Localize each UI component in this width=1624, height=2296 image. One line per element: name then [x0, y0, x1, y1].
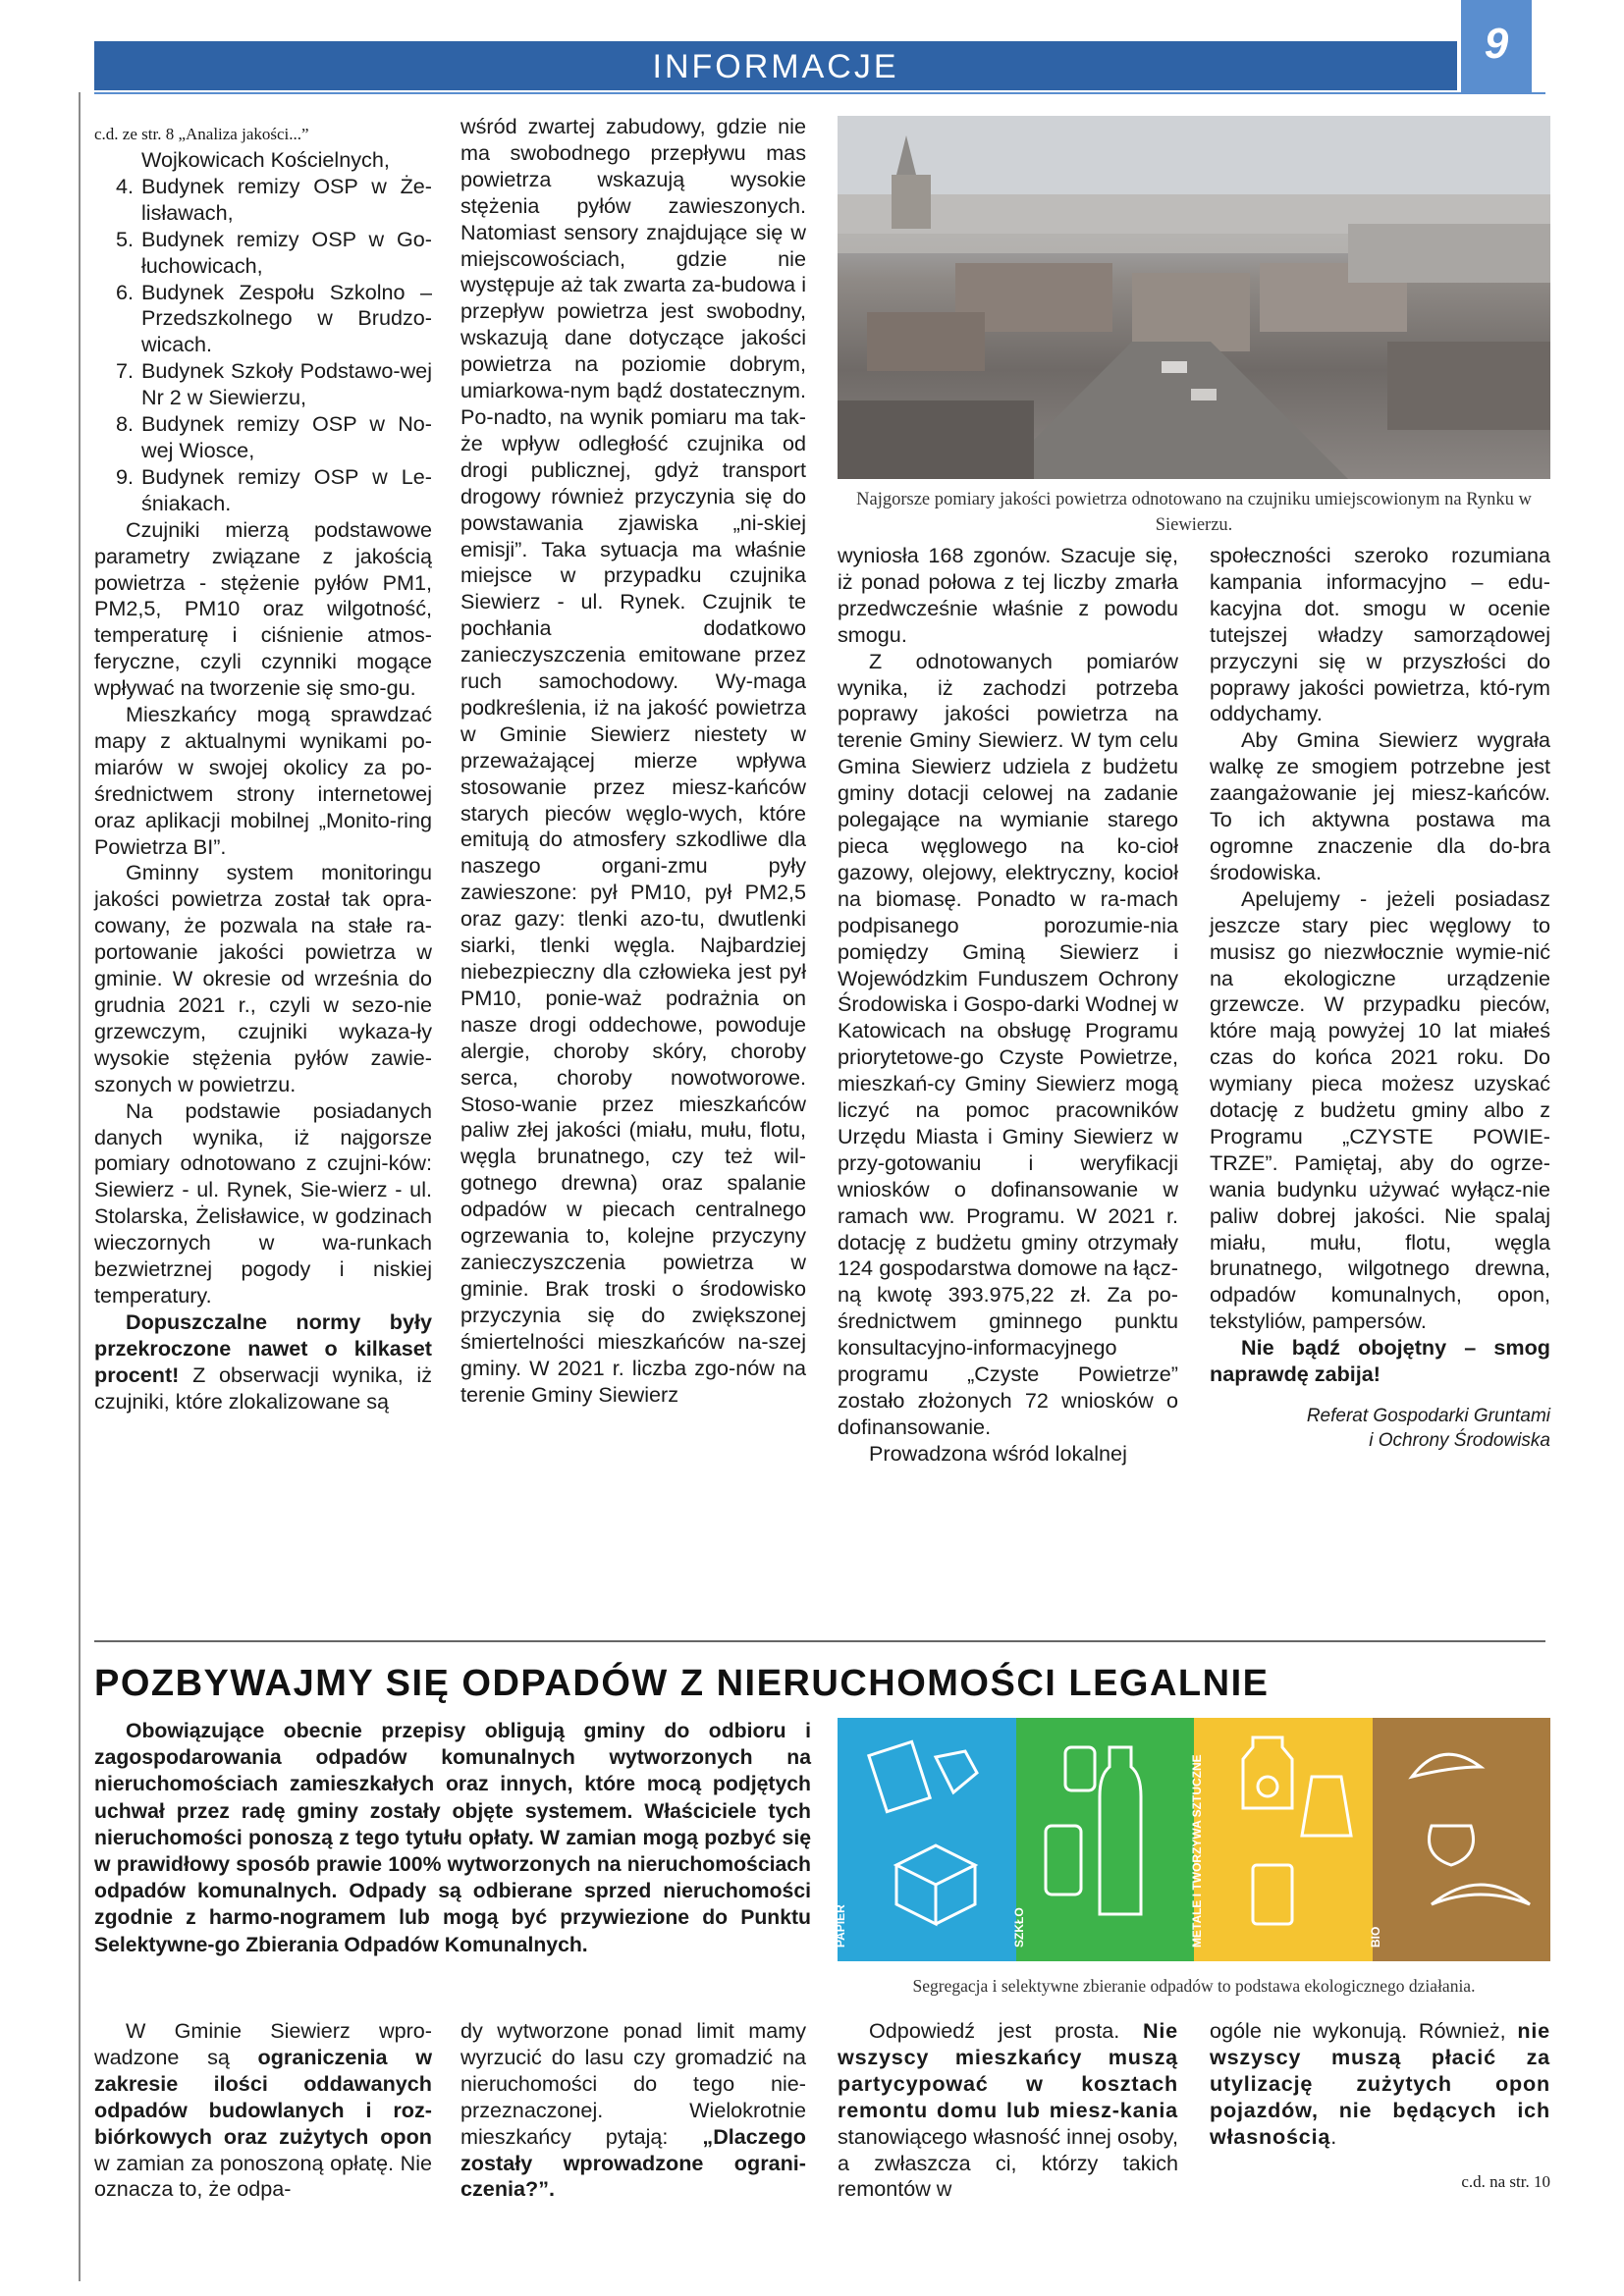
paragraph: wśród zwartej zabudowy, gdzie nie ma swobodnego przepływu mas powietrza wskazują wysokie stężenia pyłów zawieszonych. Natomiast sensory znajdujące się w miejscowościach, gdzie nie występuje aż tak zwarta za-budowa i przepływ powietrza jest swobodny, wskazują dane dotyczące jakości powietrza na poziomie dobrym, umiarkowa-nym bądź dostatecznym. Po-nadto, na wynik pomiaru ma tak-że wpływ odległość czujnika od drogi publicznej, gdyż transport drogowy również przyczynia się do powstawania zjawiska „ni-skiej emisji”. Taka sytuacja ma właśnie miejsce w przypadku czujnika Siewierz - ul. Rynek. Czujnik te pochłania dodatkowo zanieczyszczenia emitowane przez ruch samochodowy. Wy-maga podkreślenia, iż na jakość powietrza w Gminie Siewierz niestety w przeważającej mierze wpływa stosowanie przez miesz-kańców starych pieców węglo-wych, które emitują do atmosfery szkodliwe dla naszego organi-zmu pyły zawieszone: pył PM10, pył PM2,5 oraz gazy: tlenki azo-tu, dwutlenki siarki, tlenki węgla. Najbardziej niebezpieczny dla człowieka jest pył PM10, ponie-waż podrażnia on nasze drogi oddechowe, powoduje alergie, choroby skóry, choroby serca, choroby nowotworowe. Stoso-wanie przez mieszkańców paliw złej jakości (miału, mułu, flotu, węgla brunatnego, czy też wil-gotnego drewna) oraz spalanie odpadów w piecach centralnego ogrzewania to, kolejne przyczyny zanieczyszczenia powietrza w gminie. Brak troski o środowisko przyczynia się do zwiększonej śmiertelności mieszkańców na-szej gminy. W 2021 r. liczba zgo-nów na terenie Gminy Siewierz — [460, 114, 806, 1407]
article-column-1 — [94, 122, 432, 1415]
list-item: 7. Budynek Szkoły Podstawo-wej Nr 2 w Siewierzu, — [139, 358, 432, 411]
continuation-note: c.d. ze str. 8 „Analiza jakości...” — [94, 125, 309, 143]
list-item: 9. Budynek remizy OSP w Le-śniakach. — [139, 464, 432, 517]
article-2-column-4 — [1210, 2018, 1550, 2151]
list-item: Wojkowicach Kościelnych, — [141, 147, 390, 172]
plastic-metal-icon — [1194, 1718, 1373, 1961]
list-item: 5. Budynek remizy OSP w Go-łuchowicach, — [139, 227, 432, 280]
bin-label: SZKŁO — [1011, 1907, 1026, 1948]
article-2-column-3 — [838, 2018, 1178, 2203]
section-title: INFORMACJE — [652, 48, 899, 85]
bin-szklo — [1011, 1718, 1195, 1961]
page-number: 9 — [1484, 20, 1509, 68]
list-item: 4. Budynek remizy OSP w Że-lisławach, — [139, 174, 432, 227]
bold-phrase: „Dlaczego zostały wprowadzone ograni-czenia?”. — [460, 2123, 806, 2202]
article-headline: POZBYWAJMY SIĘ ODPADÓW Z NIERUCHOMOŚCI LEGALNIE — [94, 1663, 1270, 1704]
paragraph: Czujniki mierzą podstawowe parametry związane z jakością powietrza - stężenie pyłów PM1, PM2,5, PM10 oraz wilgotność, temperaturę i ciśnienie atmos-feryczne, czyli czynniki mogące wpływać na tworzenie się smo-gu. — [94, 516, 432, 701]
paragraph — [1210, 2018, 1550, 2151]
continuation-to-note: c.d. na str. 10 — [1461, 2172, 1550, 2191]
paragraph — [94, 2018, 432, 2203]
list-item: 6. Budynek Zespołu Szkolno – Przedszkolnego w Brudzo-wicach. — [139, 280, 432, 359]
paragraph: Na podstawie posiadanych danych wynika, iż najgorsze pomiary odnotowano z czujni-ków: Siewierz - ul. Rynek, Sie-wierz - ul. Stolarska, Żelisławice, w godzinach wieczornych w wa-runkach bezwietrznej pogody i niskiej temperatury. — [94, 1097, 432, 1308]
paragraph-text: Z obserwacji wynika, iż czujniki, które zlokalizowane są — [94, 1362, 432, 1414]
paragraph-text: ogóle nie wykonują. Również, — [1210, 2018, 1518, 2043]
left-margin-rule — [79, 92, 81, 2281]
article-column-4 — [1210, 543, 1550, 1453]
organic-waste-icon — [1373, 1718, 1551, 1961]
paragraph-text: W Gminie Siewierz wpro-wadzone są — [94, 2018, 432, 2069]
article-column-2 — [460, 114, 806, 1408]
paragraph — [838, 2018, 1178, 2203]
bin-metale-tworzywa — [1190, 1718, 1373, 1961]
paragraph — [460, 2018, 806, 2203]
bin-label: METALE I TWORZYWA SZTUCZNE — [1190, 1754, 1204, 1948]
list-item: 8. Budynek remizy OSP w No-wej Wiosce, — [139, 411, 432, 464]
bold-phrase: ograniczenia w zakresie ilości oddawanych odpadów budowlanych i roz-biórkowych oraz zużytych opon — [94, 2044, 432, 2149]
paragraph: społeczności szeroko rozumiana kampania informacyjno – edu-kacyjna dot. smogu w ocenie tutejszej władzy samorządowej przyczyni się w przyszłości do poprawy jakości powietrza, któ-rym oddychamy. — [1210, 543, 1550, 726]
paragraph: wyniosła 168 zgonów. Szacuje się, iż ponad połowa z tej liczby zmarła przedwcześnie właśnie z powodu smogu. — [838, 543, 1178, 647]
section-separator — [94, 1640, 1545, 1642]
bin-label: BIO — [1368, 1926, 1382, 1948]
paragraph: Gminny system monitoringu jakości powietrza został tak opra-cowany, że pozwala na stałe ra-portowanie jakości powietrza w gminie. W okresie od września do grudnia 2021 r., czyli w sezo-nie grzewczym, czujniki wykaza-ły wysokie stężenia pyłów zawie-szonych w powietrzu. — [94, 860, 432, 1096]
paragraph: Prowadzona wśród lokalnej — [869, 1440, 1127, 1466]
paragraph-text: . — [1330, 2123, 1337, 2149]
signature-line-1: Referat Gospodarki Gruntami — [1306, 1406, 1550, 1426]
article-2-column-2 — [460, 2018, 806, 2203]
header-rule — [94, 92, 1545, 94]
graphic-caption: Segregacja i selektywne zbieranie odpadów to podstawa ekologicznego działania. — [912, 1976, 1476, 1996]
closing-warning: Nie bądź obojętny – smog naprawdę zabija! — [1210, 1335, 1550, 1387]
bold-phrase: Nie wszyscy mieszkańcy muszą partycypować w kosztach remontu domu lub miesz-kania — [838, 2018, 1178, 2122]
bin-bio — [1368, 1718, 1551, 1961]
paragraph: Aby Gmina Siewierz wygrała walkę ze smogiem potrzebne jest zaangażowanie jej miesz-kańców. To ich aktywna postawa ma ogromne znaczenie dla do-bra środowiska. — [1210, 727, 1550, 884]
paragraph: Apelujemy - jeżeli posiadasz jeszcze stary piec węglowy to musisz go niezwłocznie wymie-nić na ekologiczne urządzenie grzewcze. W przypadku pieców, które mają powyżej 10 lat miałeś czas do końca 2021 roku. Do wymiany pieca możesz uzyskać dotację z budżetu gminy albo z Programu „CZYSTE POWIE-TRZE”. Pamiętaj, aby do ogrze-wania budynku używać wyłącz-nie paliw dobrej jakości. Nie spalaj miału, mułu, flotu, węgla brunatnego, wilgotnego drewna, odpadów komunalnych, opon, tekstyliów, pampersów. — [1210, 885, 1550, 1334]
paper-icon — [838, 1718, 1016, 1961]
paragraph: Mieszkańcy mogą sprawdzać mapy z aktualnymi wynikami po-miarów w swojej okolicy za po-średnictwem strony internetowej oraz aplikacji mobilnej „Monito-ring Powietrza BI”. — [94, 702, 432, 859]
waste-segregation-graphic — [834, 1718, 1550, 1961]
signature-line-2: i Ochrony Środowiska — [1369, 1430, 1550, 1451]
article-2-column-1 — [94, 2018, 432, 2203]
article-lead — [94, 1718, 811, 1958]
paragraph-text: Odpowiedź jest prosta. — [869, 2018, 1143, 2043]
bin-papier — [834, 1718, 1016, 1961]
paragraph-text: dy wytworzone ponad limit mamy wyrzucić do lasu czy gromadzić na nieruchomości do tego nie-przeznaczonej. Wielokrotnie mieszkańcy pytają: — [460, 2018, 806, 2149]
bin-label: PAPIER — [834, 1904, 847, 1948]
sensor-location-list — [94, 174, 432, 517]
paragraph-text: w zamian za ponoszoną opłatę. Nie oznacza to, że odpa- — [94, 2150, 432, 2202]
paragraph: Z odnotowanych pomiarów wynika, iż zachodzi potrzeba poprawy jakości powietrza na terenie Gminy Siewierz. W tym celu Gmina Siewierz udziela z budżetu gminy dotacji celowej na zadanie polegające na wymianie starego pieca węglowego na ko-cioł gazowy, olejowy, elektryczny, kocioł na biomasę. Ponadto w ra-mach podpisanego porozumie-nia pomiędzy Gminą Siewierz i Wojewódzkim Funduszem Ochrony Środowiska i Gospo-darki Wodnej w Katowicach na obsługę Programu priorytetowe-go Czyste Powietrze, mieszkań-cy Gminy Siewierz mogą liczyć na pomoc pracowników Urzędu Miasta i Gminy Siewierz w przy-gotowaniu i weryfikacji wniosków o dofinansowanie w ramach ww. Programu. W 2021 r. dotację z budżetu gminy otrzymały 124 gospodarstwa domowe na łącz-ną kwotę 393.975,22 zł. Za po-średnictwem gminnego punktu konsultacyjno-informacyjnego programu „Czyste Powietrze” zostało złożonych 72 wniosków o dofinansowanie. — [838, 648, 1178, 1439]
photo-caption: Najgorsze pomiary jakości powietrza odnotowano na czujniku umiejscowionym na Rynku w Siewierzu. — [856, 490, 1532, 535]
town-aerial-illustration — [838, 116, 1550, 479]
glass-bottle-icon — [1016, 1718, 1195, 1961]
lead-paragraph: Obowiązujące obecnie przepisy obligują gminy do odbioru i zagospodarowania odpadów komunalnych wytworzonych na nieruchomościach zamieszkałych oraz innych, które mocą podjętych uchwał przez radę gminy zostały objęte systemem. Właściciele tych nieruchomości ponoszą z tego tytułu opłaty. W zamian mogą pozbyć się w prawidłowy sposób prawie 100% wytworzonych na nieruchomościach odpadów komunalnych. Odpady są odbierane sprzed nieruchomości zgodnie z harmo-nogramem lub mogą być przywiezione do Punktu Selektywne-go Zbierania Odpadów Komunalnych. — [94, 1720, 811, 1956]
rynek-aerial-photo — [838, 116, 1550, 479]
bold-phrase: nie wszyscy muszą płacić za utylizację zużytych opon pojazdów, nie będących ich własnością — [1210, 2018, 1550, 2149]
paragraph — [94, 1309, 432, 1415]
article-column-3 — [838, 543, 1178, 1468]
paragraph-text: stanowiącego własność innej osoby, a zwłaszcza ci, którzy takich remontów w — [838, 2123, 1178, 2202]
bold-warning: Dopuszczalne normy były przekroczone nawet o kilkaset procent! — [94, 1308, 432, 1387]
